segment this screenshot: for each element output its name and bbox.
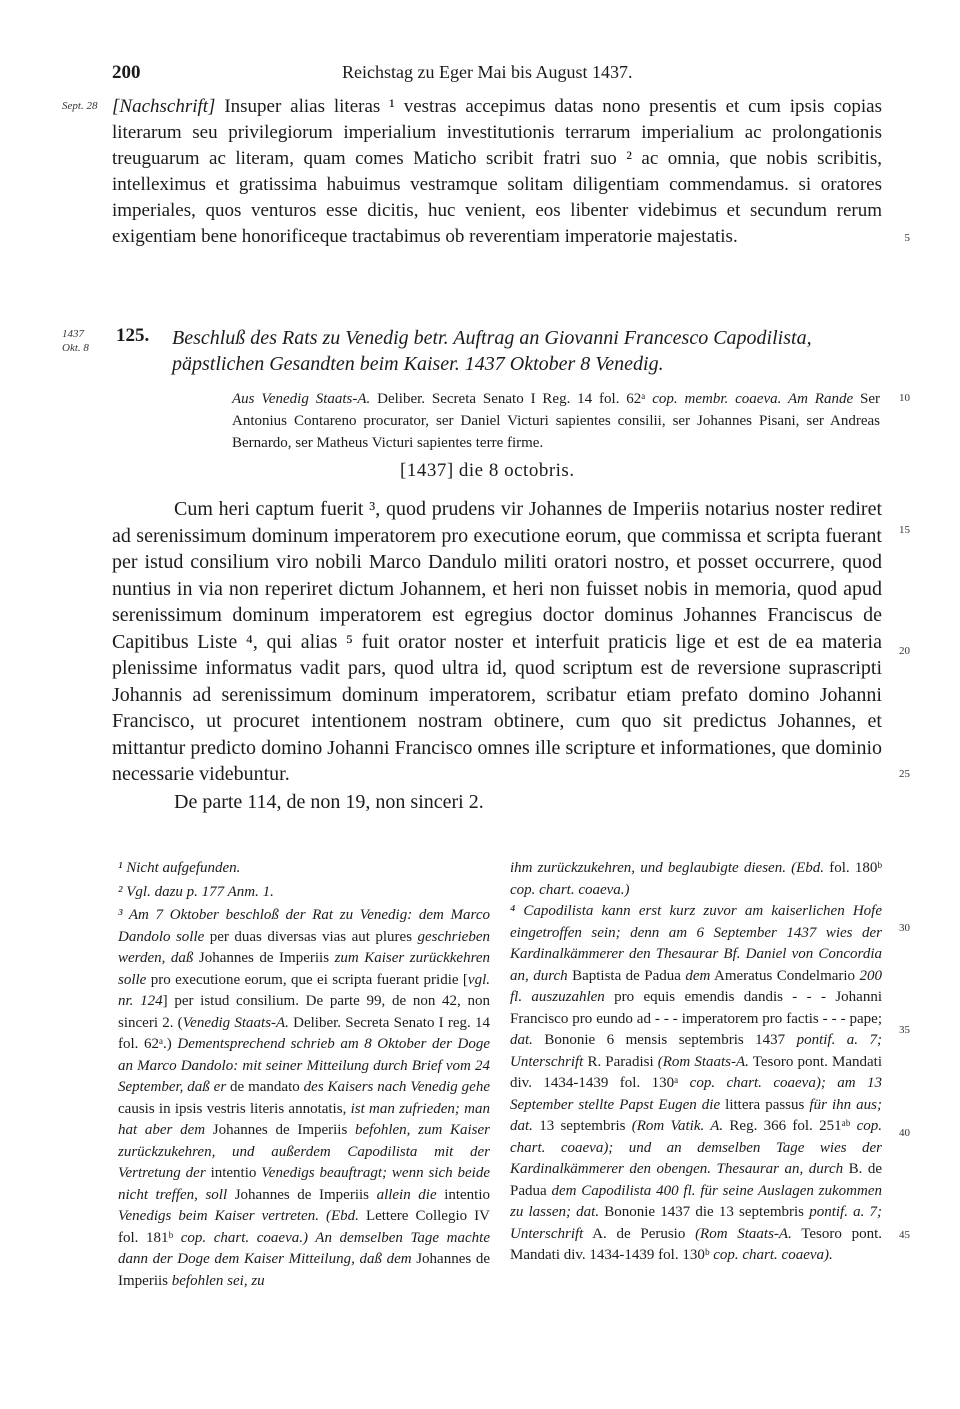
footnote-4: ⁴ Capodilista kann erst kurz zuvor am kaiserlichen Hofe eingetroffen sein; denn am 6 September 1437 wies der Kardinalkämmerer den Thesaurar Bf. Daniel von Concordia an, durch Baptista de Padua dem Ameratus Condelmario 200 fl. auszuzahlen pro equis emendis dandis - - - Johanni Francisco pro eundo ad - - - imperatorem pro factis - - - pape; dat. Bononie 6 mensis septembris 1437 pontif. a. 7; Unterschrift R. Paradisi (Rom Staats-A. Tesoro pont. Mandati div. 1434-1439 fol. 130ᵃ cop. chart. coaeva); am 13 September stellte Papst Eugen die littera passus für ihn aus; dat. 13 septembris (Rom Vatik. A. Reg. 366 fol. 251ᵃᵇ cop. chart. coaeva); und an demselben Tage wies der Kardinalkämmerer den obengen. Thesaurar an, durch B. de Padua dem Capodilista 400 fl. für seine Auslagen zukommen zu lassen; dat. Bononie 1437 die 13 septembris pontif. a. 7; Unterschrift A. de Perusio (Rom Staats-A. Tesoro pont. Mandati div. 1434-1439 fol. 130ᵇ cop. chart. coaeva). (510, 903, 883, 1263)
line-number: 45 (899, 1229, 910, 1241)
line-number: 35 (899, 1024, 910, 1036)
line-number: 20 (899, 645, 910, 657)
postscript-text: Insuper alias literas ¹ vestras accepimus datas nono presentis et cum ipsis copias literarum seu privilegiorum imperialium investitutionis terrarum imperialium ac prolongationis treuguarum ac literam, quam comes Maticho scribit fratri suo ² ac omnia, que nobis scribitis, intelleximus et gratissima habuimus vestramque solitam diligentiam commendamus. si oratores imperiales, quos venturos esse dicitis, huc venient, eos libenter videbimus et secundum rerum exigentiam bene honorificeque tractabimus ob reverentiam imperatorie majestatis. (112, 96, 882, 247)
page-number: 200 (112, 62, 141, 83)
footnote-2: ² Vgl. dazu p. 177 Anm. 1. (118, 883, 274, 900)
source-names: Ser Antonius Contareno procurator, ser Daniel Victuri sapientes consilii, ser Johannes Pisani, ser Andreas Bernardo, ser Matheus Victuri sapientes terre firme. (232, 391, 880, 451)
line-number: 10 (899, 392, 910, 404)
line-number: 40 (899, 1127, 910, 1139)
vote-result: De parte 114, de non 19, non sinceri 2. (174, 791, 484, 813)
source-note (232, 388, 880, 454)
source-ref: Deliber. Secreta Senato I Reg. 14 fol. 62ᵃ (370, 391, 653, 407)
source-archive: Aus Venedig Staats-A. (232, 391, 371, 407)
dateline: [1437] die 8 octobris. (400, 460, 575, 481)
postscript-label: [Nachschrift] (112, 96, 216, 117)
footnote-3: ³ Am 7 Oktober beschloß der Rat zu Venedig: dem Marco Dandolo solle per duas diversas vias aut plures geschrieben werden, daß Johannes de Imperiis zum Kaiser zurückkehren solle pro executione eorum, que ei scripta fuerant pridie [vgl. nr. 124] per istud consilium. De parte 99, de non 42, non sinceri 2. (Venedig Staats-A. Deliber. Secreta Senato I reg. 14 fol. 62ᵃ.) Dementsprechend schrieb am 8 Oktober der Doge an Marco Dandolo: mit seiner Mitteilung durch Brief vom 24 September, daß er de mandato des Kaisers nach Venedig gehe causis in ipsis vestris literis annotatis, ist man zufrieden; man hat aber dem Johannes de Imperiis befohlen, zum Kaiser zurückzukehren, und außerdem Capodilista mit der Vertretung der intentio Venedigs beauftragt; wenn sich beide nicht treffen, soll Johannes de Imperiis allein die intentio Venedigs beim Kaiser vertreten. (Ebd. Lettere Collegio IV fol. 181ᵇ cop. chart. coaeva.) An demselben Tage machte dann der Doge dem Kaiser Mitteilung, daß dem Johannes de Imperiis befohlen sei, zu (118, 907, 491, 1289)
source-copy: cop. membr. coaeva. Am Rande (652, 391, 854, 407)
footnotes-right-column (510, 858, 882, 1267)
margin-date-sept: Sept. 28 (62, 100, 98, 112)
resolution-text: Cum heri captum fuerit ³, quod prudens vir Johannes de Imperiis notarius noster rediret ad serenissimum dominum imperatorem pro executione eorum, que commissa et scripta fuerant per istud consilium viro nobili Marco Dandulo militi oratori nostro, et posset occurrere, quod nuntius in via non reperiret dictum Johannem, et heri non fuisset nobis in memoria, quod apud serenissimum dominum imperatorem est egregius doctor dominus Johannes Franciscus de Capitibus Liste ⁴, qui alias ⁵ fuit orator noster et interfuit praticis lige et est de ea materia plenissime informatus vadit pars, quod ultra id, quod scriptum est de reversione suprascripti Johannis ad serenissimum dominum imperatorem, scribatur etiam prefato domino Johanni Francisco, ut procuret intentionem nostram obtinere, cum quo sit predictus Johannes, et mittantur predicto domino Johanni Francisco omnes ille scripture et informationes, que dominio necessarie videbuntur. (112, 498, 882, 785)
footnotes-left-column (118, 858, 490, 1292)
footnote-1: ¹ Nicht aufgefunden. (118, 860, 241, 876)
postscript-paragraph (112, 94, 882, 250)
line-number: 15 (899, 524, 910, 536)
entry-title (172, 325, 892, 377)
entry-title-line2: päpstlichen Gesandten beim Kaiser. 1437 Oktober 8 Venedig. (172, 353, 664, 375)
line-number: 30 (899, 922, 910, 934)
entry-title-line1: Beschluß des Rats zu Venedig betr. Auftrag an Giovanni Francesco Capodilista, (172, 327, 812, 349)
margin-date-month: Okt. 8 (62, 342, 89, 354)
footnote-3-continued: ihm zurückzukehren, und beglaubigte diesen. (Ebd. fol. 180ᵇ cop. chart. coaeva.) (510, 860, 882, 898)
margin-date-year: 1437 (62, 328, 84, 340)
line-number: 25 (899, 768, 910, 780)
entry-number: 125. (116, 325, 150, 346)
running-title: Reichstag zu Eger Mai bis August 1437. (342, 62, 633, 82)
page-header (112, 62, 872, 92)
line-number: 5 (904, 232, 910, 244)
